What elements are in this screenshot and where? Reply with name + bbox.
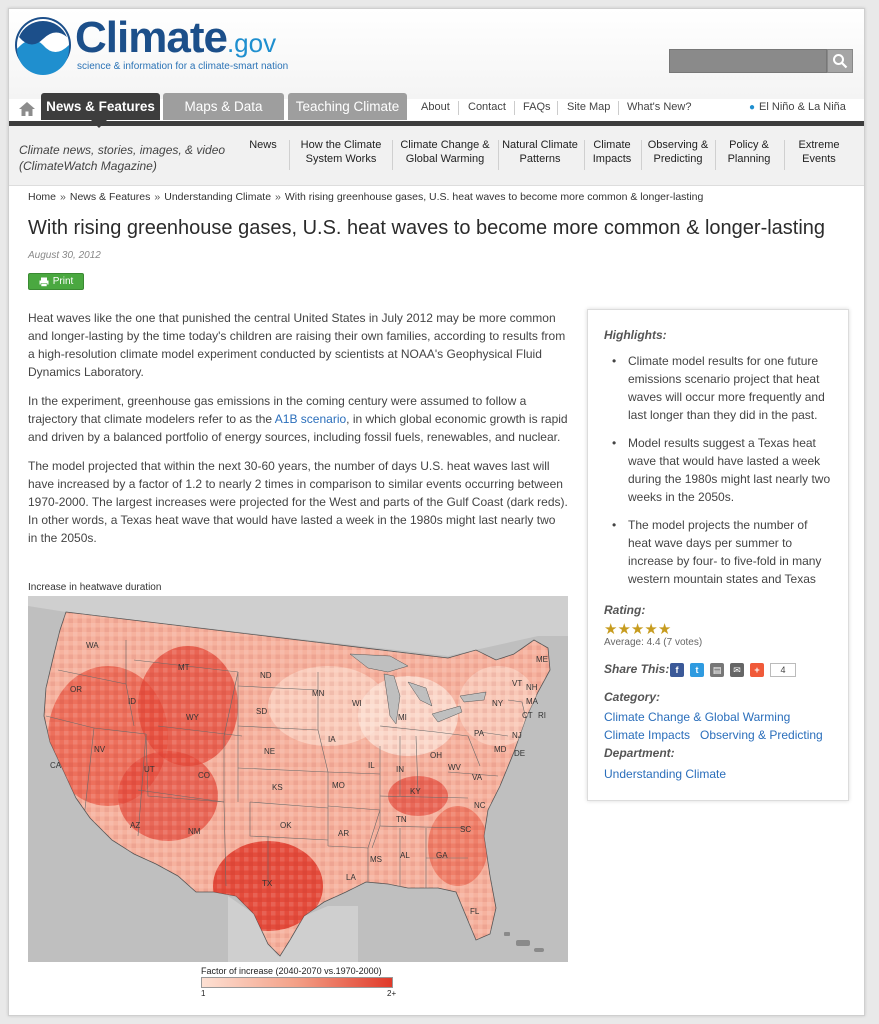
divider: [458, 101, 459, 115]
about-link[interactable]: About: [421, 101, 450, 113]
a1b-scenario-link[interactable]: A1B scenario: [274, 412, 347, 426]
legend-title: Factor of increase (2040-2070 vs.1970-2000): [201, 966, 382, 976]
share-count: 4: [770, 663, 796, 677]
star-icon[interactable]: ★: [617, 621, 631, 638]
legend-min-label: 1: [201, 989, 206, 998]
state-label: CA: [50, 761, 62, 770]
state-label: DE: [514, 749, 526, 758]
print-icon[interactable]: ▤: [710, 663, 724, 677]
breadcrumb-home[interactable]: Home: [28, 191, 57, 203]
bullet-icon: ●: [749, 102, 756, 113]
page-frame: [8, 8, 865, 1016]
tab-news-features[interactable]: News & Features: [41, 93, 160, 120]
us-map-svg: [28, 596, 568, 962]
state-label: OK: [280, 821, 292, 830]
state-label: OH: [430, 751, 442, 760]
legend-max-label: 2+: [387, 989, 397, 998]
state-label: GA: [436, 851, 448, 860]
category-link-observing[interactable]: Observing & Predicting: [700, 728, 823, 742]
state-label: KS: [272, 783, 283, 792]
divider: [784, 140, 785, 170]
state-label: ME: [536, 655, 548, 664]
state-label: AZ: [130, 821, 141, 830]
article-sidebar: [587, 309, 849, 801]
heatwave-map[interactable]: [28, 596, 568, 962]
category-link-climate-impacts[interactable]: Climate Impacts: [604, 728, 691, 742]
divider: [392, 140, 393, 170]
subnav-climate-impacts[interactable]: Climate Impacts: [592, 139, 632, 165]
state-label: IA: [328, 735, 336, 744]
main-nav: [9, 93, 864, 123]
rating-heading: Rating:: [604, 603, 646, 617]
breadcrumb-news[interactable]: News & Features: [69, 191, 151, 203]
tab-maps-data[interactable]: Maps & Data: [163, 93, 284, 120]
breadcrumb-separator: »: [275, 191, 281, 203]
divider: [715, 140, 716, 170]
state-label: NY: [492, 699, 504, 708]
section-tagline: Climate news, stories, images, & video (ClimateWatch Magazine): [19, 143, 226, 173]
article-paragraph: The model projected that within the next 30-60 years, the number of days U.S. heat waves last will have increased by a factor of 1.2 to nearly 2 times in comparison to similar events occurring between 1970-2000. The largest increases were projected for the West and parts of the Gulf Coast (dark reds). In other words, a Texas heat wave that would have lasted a week in the 1980s might last nearly two in the 2050s.: [28, 459, 568, 545]
subnav-policy[interactable]: Policy & Planning: [727, 139, 771, 165]
highlight-item: • Climate model results for one future emissions scenario project that heat waves will occur more frequently and last longer than they did in the past.: [612, 352, 832, 424]
state-label: SD: [256, 707, 268, 716]
highlight-item: • The model projects the number of heat wave days per summer to increase by four- to five-fold in many western mountain states and Texas: [612, 516, 832, 588]
search-input[interactable]: [669, 49, 827, 73]
email-icon[interactable]: ✉: [730, 663, 744, 677]
category-link-climate-change[interactable]: Climate Change & Global Warming: [604, 710, 791, 724]
page-title: With rising greenhouse gases, U.S. heat waves to become more common & longer-lasting: [28, 217, 826, 239]
state-label: SC: [460, 825, 472, 834]
state-label: OR: [70, 685, 82, 694]
breadcrumb: [28, 191, 703, 203]
divider: [557, 101, 558, 115]
state-label: MD: [494, 745, 507, 754]
state-label: NE: [264, 747, 276, 756]
divider: [618, 101, 619, 115]
twitter-icon[interactable]: t: [690, 663, 704, 677]
highlight-item: • Model results suggest a Texas heat wave that would have lasted a week during the 1980s might last nearly two weeks in the 2050s.: [612, 434, 832, 506]
state-label: IL: [368, 761, 375, 770]
state-label: PA: [474, 729, 485, 738]
site-title[interactable]: Climate.gov: [75, 13, 277, 62]
subnav-extreme-events[interactable]: Extreme Events: [798, 139, 840, 165]
article-date: August 30, 2012: [28, 250, 101, 261]
rating-stars[interactable]: [604, 620, 671, 638]
faqs-link[interactable]: FAQs: [523, 101, 551, 113]
state-label: WV: [448, 763, 461, 772]
state-label: MA: [526, 697, 538, 706]
state-label: VA: [472, 773, 483, 782]
share-buttons: [670, 663, 796, 677]
divider: [514, 101, 515, 115]
state-label: ND: [260, 671, 272, 680]
state-label: CT: [522, 711, 533, 720]
state-label: IN: [396, 765, 404, 774]
figure-caption: Increase in heatwave duration: [28, 582, 162, 593]
state-label: MI: [398, 713, 407, 722]
subnav-how-climate-works[interactable]: How the Climate System Works: [300, 139, 382, 165]
state-label: MT: [178, 663, 190, 672]
divider: [289, 140, 290, 170]
state-label: NH: [526, 683, 538, 692]
printer-icon: [39, 277, 49, 287]
subnav-observing[interactable]: Observing & Predicting: [647, 139, 709, 165]
el-nino-link[interactable]: ● El Niño & La Niña: [749, 101, 846, 113]
breadcrumb-understanding[interactable]: Understanding Climate: [164, 191, 272, 203]
state-label: NJ: [512, 731, 522, 740]
divider: [641, 140, 642, 170]
star-icon[interactable]: ★: [604, 621, 618, 638]
search-button[interactable]: [827, 49, 853, 73]
noaa-logo[interactable]: [13, 15, 73, 75]
active-tab-pointer: [91, 120, 107, 128]
contact-link[interactable]: Contact: [468, 101, 506, 113]
highlights-heading: Highlights:: [604, 328, 667, 342]
addthis-icon[interactable]: +: [750, 663, 764, 677]
state-label: VT: [512, 679, 523, 688]
state-label: FL: [470, 907, 480, 916]
highlights-list: [612, 352, 832, 598]
subnav-news[interactable]: News: [249, 139, 277, 151]
search-icon: [832, 53, 848, 69]
state-label: NV: [94, 745, 106, 754]
breadcrumb-current: With rising greenhouse gases, U.S. heat waves to become more common & longer-lasting: [284, 191, 704, 203]
home-icon: [18, 101, 36, 117]
subnav-natural-patterns[interactable]: Natural Climate Patterns: [502, 139, 578, 165]
state-label: MN: [312, 689, 325, 698]
state-label: LA: [346, 873, 356, 882]
site-map-link[interactable]: Site Map: [567, 101, 611, 113]
article-body: [28, 309, 568, 558]
site-title-suffix: .gov: [226, 28, 277, 58]
state-label: TN: [396, 815, 407, 824]
star-icon[interactable]: ★: [657, 621, 672, 638]
article-paragraph: Heat waves like the one that punished the central United States in July 2012 may be more common and longer-lasting by the time today's children are raising their own families, according to results from a high-resolution climate model experiment conducted by scientists at NOAA's Geophysical Fluid Dynamics Laboratory.: [28, 311, 566, 379]
facebook-icon[interactable]: f: [670, 663, 684, 677]
divider: [584, 140, 585, 170]
state-label: WA: [86, 641, 99, 650]
whats-new-link[interactable]: What's New?: [627, 101, 692, 113]
site-header: [9, 9, 864, 99]
state-label: NM: [188, 827, 201, 836]
state-label: TX: [262, 879, 273, 888]
breadcrumb-separator: »: [154, 191, 161, 203]
state-label: ID: [128, 697, 136, 706]
section-subnav: [9, 126, 864, 186]
article-paragraph: In the experiment, greenhouse gas emissions in the coming century were assumed to follow a trajectory that climate modelers refer to as the A1B scenario, in which global economic growth is rapid and driven by a balanced portfolio of energy sources, including fossil fuels, renewables, and nuclear.: [28, 394, 568, 444]
star-icon[interactable]: ★: [630, 621, 645, 638]
department-heading: Department:: [604, 746, 675, 760]
legend-color-bar: [201, 977, 393, 988]
rating-average: Average: 4.4 (7 votes): [604, 637, 703, 648]
state-label: CO: [198, 771, 210, 780]
subnav-climate-change[interactable]: Climate Change & Global Warming: [400, 139, 490, 165]
department-link[interactable]: Understanding Climate: [604, 767, 727, 781]
state-label: KY: [410, 787, 421, 796]
category-heading: Category:: [604, 690, 661, 704]
state-label: AR: [338, 829, 350, 838]
state-label: MO: [332, 781, 345, 790]
site-tagline: science & information for a climate-smart nation: [77, 61, 289, 72]
state-label: MS: [370, 855, 382, 864]
state-label: RI: [538, 711, 546, 720]
state-label: UT: [144, 765, 155, 774]
tab-teaching-climate[interactable]: Teaching Climate: [288, 93, 407, 120]
print-button[interactable]: Print: [28, 273, 84, 290]
state-label: NC: [474, 801, 486, 810]
state-label: WI: [352, 699, 362, 708]
state-label: WY: [186, 713, 199, 722]
home-button[interactable]: [15, 97, 39, 121]
share-heading: Share This:: [604, 662, 670, 676]
state-label: AL: [400, 851, 410, 860]
breadcrumb-separator: »: [60, 191, 66, 203]
star-icon[interactable]: ★: [644, 621, 658, 638]
